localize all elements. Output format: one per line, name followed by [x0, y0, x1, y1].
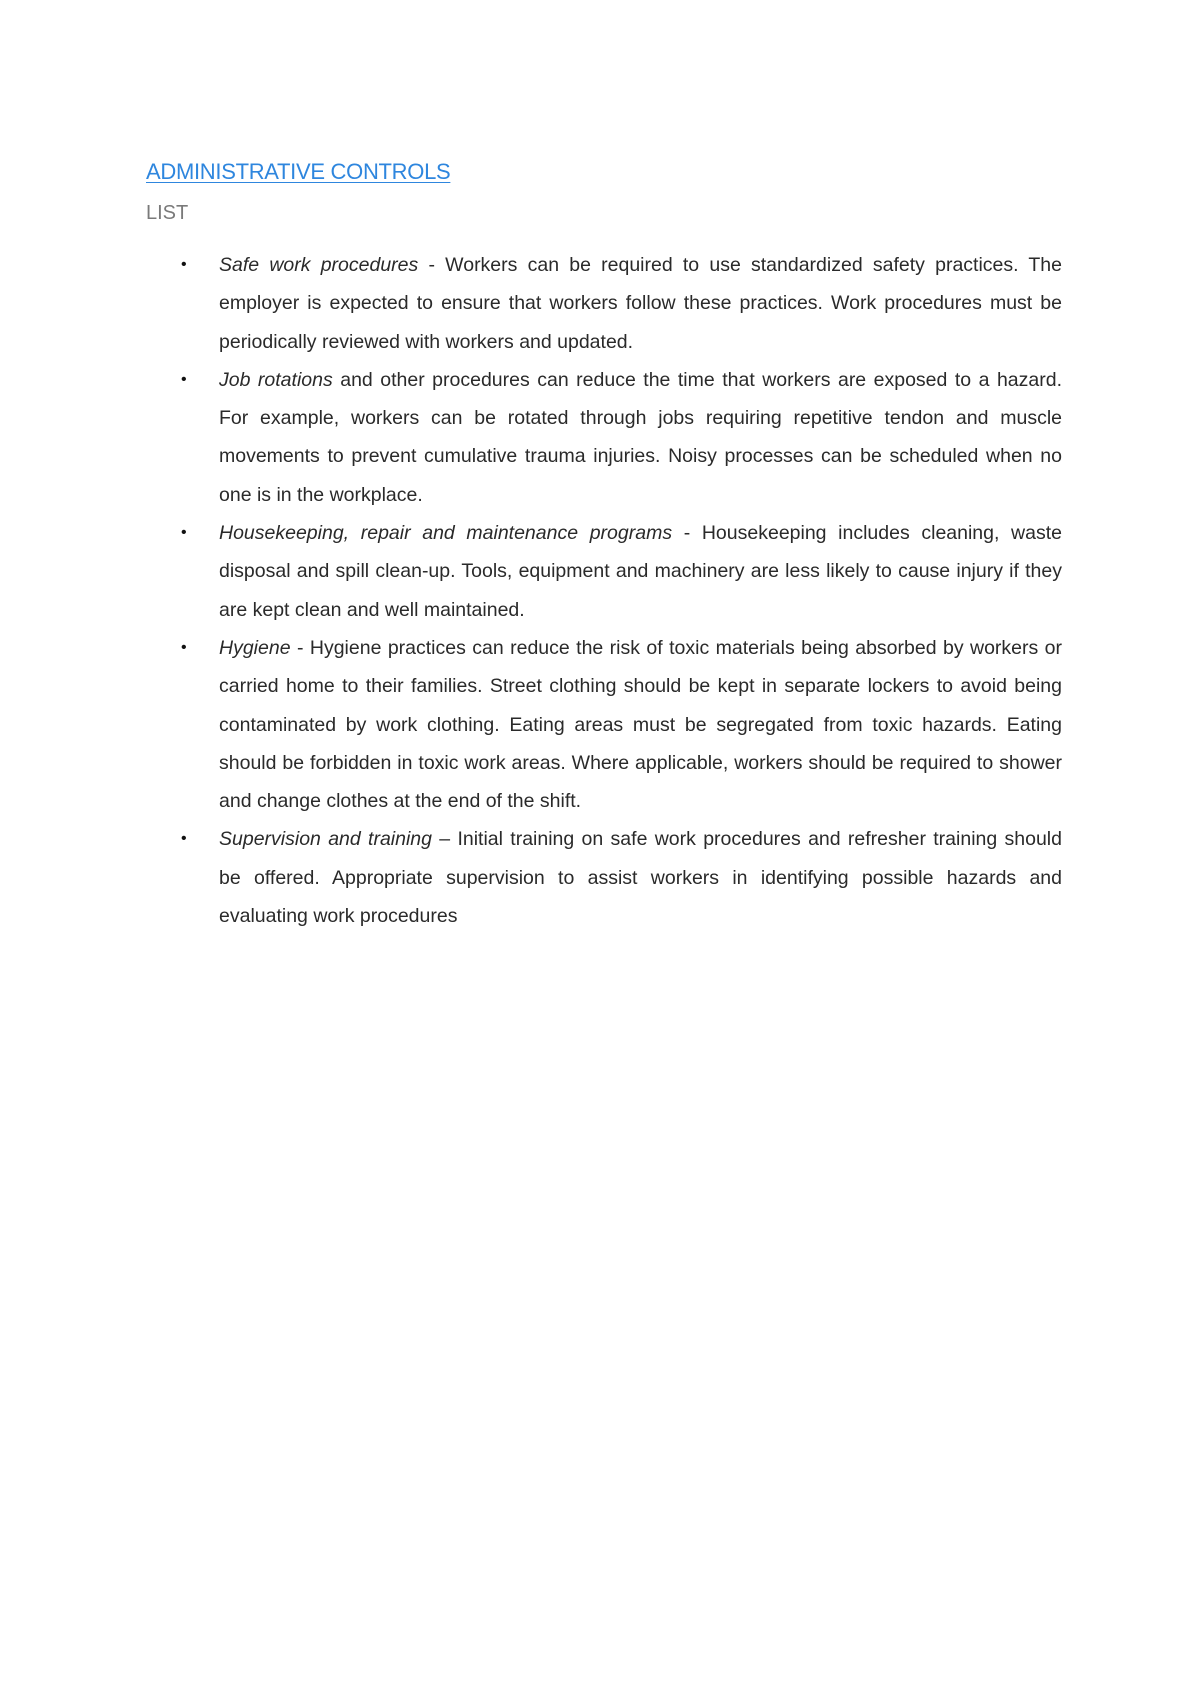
document-content	[146, 158, 1062, 935]
list-item-term: Supervision and training	[219, 828, 432, 851]
list-item-term: Housekeeping, repair and maintenance programs	[219, 522, 673, 545]
controls-list	[146, 246, 1062, 935]
list-item-text: – Initial training on safe work procedures and refresher training should be offered. Appropriate supervision to assist workers in identifying possible hazards and evaluating work procedures	[219, 828, 1062, 928]
list-item	[146, 361, 1062, 514]
bullet-icon: •	[181, 524, 187, 542]
bullet-icon: •	[181, 256, 187, 273]
list-item	[146, 246, 1062, 361]
list-item-text: - Housekeeping includes cleaning, waste disposal and spill clean-up. Tools, equipment and machinery are less likely to cause injury if they are kept clean and well maintained.	[219, 522, 1062, 621]
list-item-text: - Hygiene practices can reduce the risk of toxic materials being absorbed by workers or carried home to their families. Street clothing should be kept in separate lockers to avoid being contaminated by work clothing. Eating areas must be segregated from toxic hazards. Eating should be forbidden in toxic work areas. Where applicable, workers should be required to shower and change clothes at the end of the shift.	[219, 636, 1062, 813]
list-item	[146, 820, 1062, 935]
list-item-term: Safe work procedures	[219, 254, 419, 276]
list-item-text: and other procedures can reduce the time that workers are exposed to a hazard. For example, workers can be rotated through jobs requiring repetitive tendon and muscle movements to prevent cumulative trauma injuries. Noisy processes can be scheduled when no one is in the workplace.	[219, 368, 1062, 506]
section-subheading: LIST	[146, 202, 189, 224]
list-item	[146, 629, 1062, 820]
list-item-term: Hygiene	[219, 636, 291, 659]
bullet-icon: •	[181, 370, 187, 388]
list-item-text: - Workers can be required to use standardized safety practices. The employer is expected to ensure that workers follow these practices. Work procedures must be periodically reviewed with workers and updated.	[219, 254, 1063, 353]
bullet-icon: •	[181, 830, 187, 848]
list-item-term: Job rotations	[219, 368, 333, 391]
bullet-icon: •	[181, 638, 187, 656]
list-item	[146, 514, 1062, 629]
section-heading: ADMINISTRATIVE CONTROLS	[146, 159, 451, 184]
